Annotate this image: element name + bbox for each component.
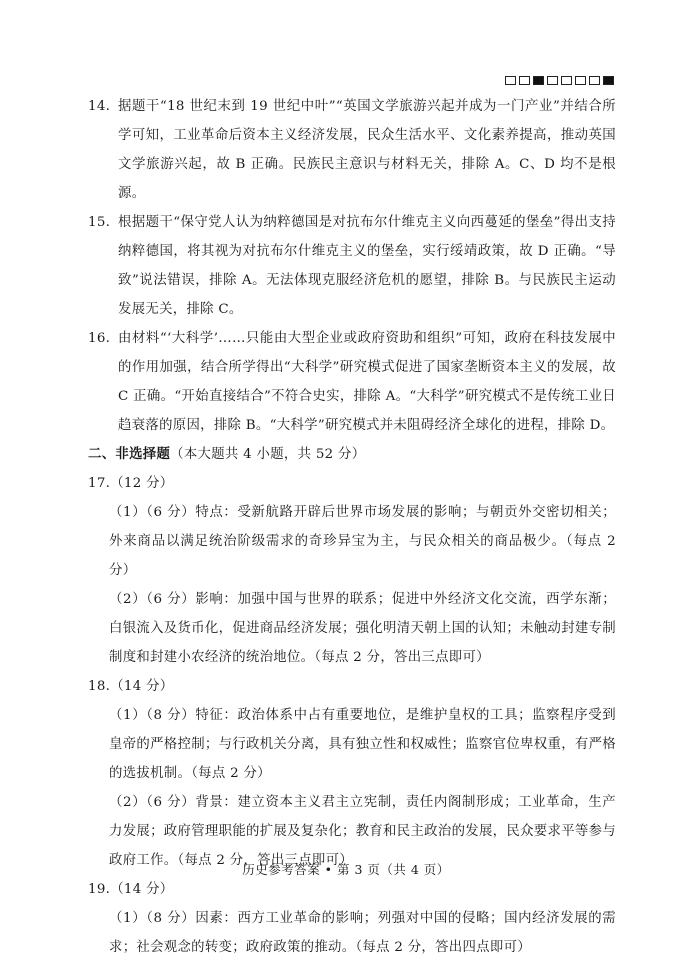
question-number: 16. xyxy=(88,331,111,346)
page-footer: 历史参考答案 • 第 3 页（共 4 页） xyxy=(242,862,450,877)
question-18-part-2: （2）（6 分）背景：建立资本主义君主立宪制，责任内阁制形成；工业革命，生产力发展；政府管理职能的扩展及复杂化；教育和民主政治的发展，民众要求平等参与政府工作。（每点 2 分，答出三点即可） xyxy=(109,795,616,868)
question-14 xyxy=(88,92,616,208)
question-answer: 据题干“18 世纪末到 19 世纪中叶”“英国文学旅游兴起并成为一门产业”并结合所学可知，工业革命后资本主义经济发展，民众生活水平、文化素养提高，推动英国文学旅游兴起，故 B 正确。民族民主意识与材料无关，排除 A。C、D 均不是根源。 xyxy=(118,99,616,201)
page-mark-empty xyxy=(505,76,516,85)
question-19-part-1: （1）（8 分）因素：西方工业革命的影响；列强对中国的侵略；国内经济发展的需求；社会观念的转变；政府政策的推动。（每点 2 分，答出四点即可） xyxy=(109,911,616,955)
question-answer: 由材料“‘大科学’……只能由大型企业或政府资助和组织”可知，政府在科技发展中的作用加强，结合所学得出“大科学”研究模式促进了国家垄断资本主义的发展，故 C 正确。“开始直接结合”不符合史实，排除 A。“大科学”研究模式不是传统工业日趋衰落的原因，排除 B。“大科学”研究模式并未阻碍经济全球化的进程，排除 D。 xyxy=(118,331,616,433)
page-mark-filled xyxy=(533,76,544,85)
question-18-part-1: （1）（8 分）特征：政治体系中占有重要地位，是维护皇权的工具；监察程序受到皇帝的严格控制；与行政机关分离，具有独立性和权威性；监察官位卑权重，有严格的选拔机制。（每点 2 分） xyxy=(109,708,616,781)
question-19-heading: 19.（14 分） xyxy=(88,882,174,897)
page-mark-empty xyxy=(589,76,600,85)
question-number: 14. xyxy=(88,99,111,114)
page-mark-empty xyxy=(547,76,558,85)
answer-content xyxy=(88,92,616,962)
section-note: （本大题共 4 小题，共 52 分） xyxy=(170,447,366,462)
page-mark-filled xyxy=(603,76,614,85)
question-17-part-2: （2）（6 分）影响：加强中国与世界的联系；促进中外经济文化交流，西学东渐；白银流入及货币化，促进商品经济发展；强化明清天朝上国的认知；未触动封建专制制度和封建小农经济的统治地位。（每点 2 分，答出三点即可） xyxy=(109,592,616,665)
question-17-heading: 17.（12 分） xyxy=(88,476,174,491)
question-15 xyxy=(88,208,616,324)
question-18-heading: 18.（14 分） xyxy=(88,679,174,694)
section-heading xyxy=(88,440,616,469)
page-mark-empty xyxy=(575,76,586,85)
question-number: 15. xyxy=(88,215,111,230)
question-answer: 根据题干“保守党人认为纳粹德国是对抗布尔什维克主义向西蔓延的堡垒”得出支持纳粹德国，将其视为对抗布尔什维克主义的堡垒，实行绥靖政策，故 D 正确。“导致”说法错误，排除 A。无法体现克服经济危机的愿望，排除 B。与民族民主运动发展无关，排除 C。 xyxy=(118,215,616,317)
section-title: 二、非选择题 xyxy=(88,446,171,462)
page-mark-empty xyxy=(519,76,530,85)
question-16 xyxy=(88,324,616,440)
page-marks xyxy=(505,76,614,85)
question-17-part-1: （1）（6 分）特点：受新航路开辟后世界市场发展的影响；与朝贡外交密切相关；外来商品以满足统治阶级需求的奇珍异宝为主，与民众相关的商品极少。（每点 2 分） xyxy=(109,505,616,578)
page-mark-empty xyxy=(561,76,572,85)
